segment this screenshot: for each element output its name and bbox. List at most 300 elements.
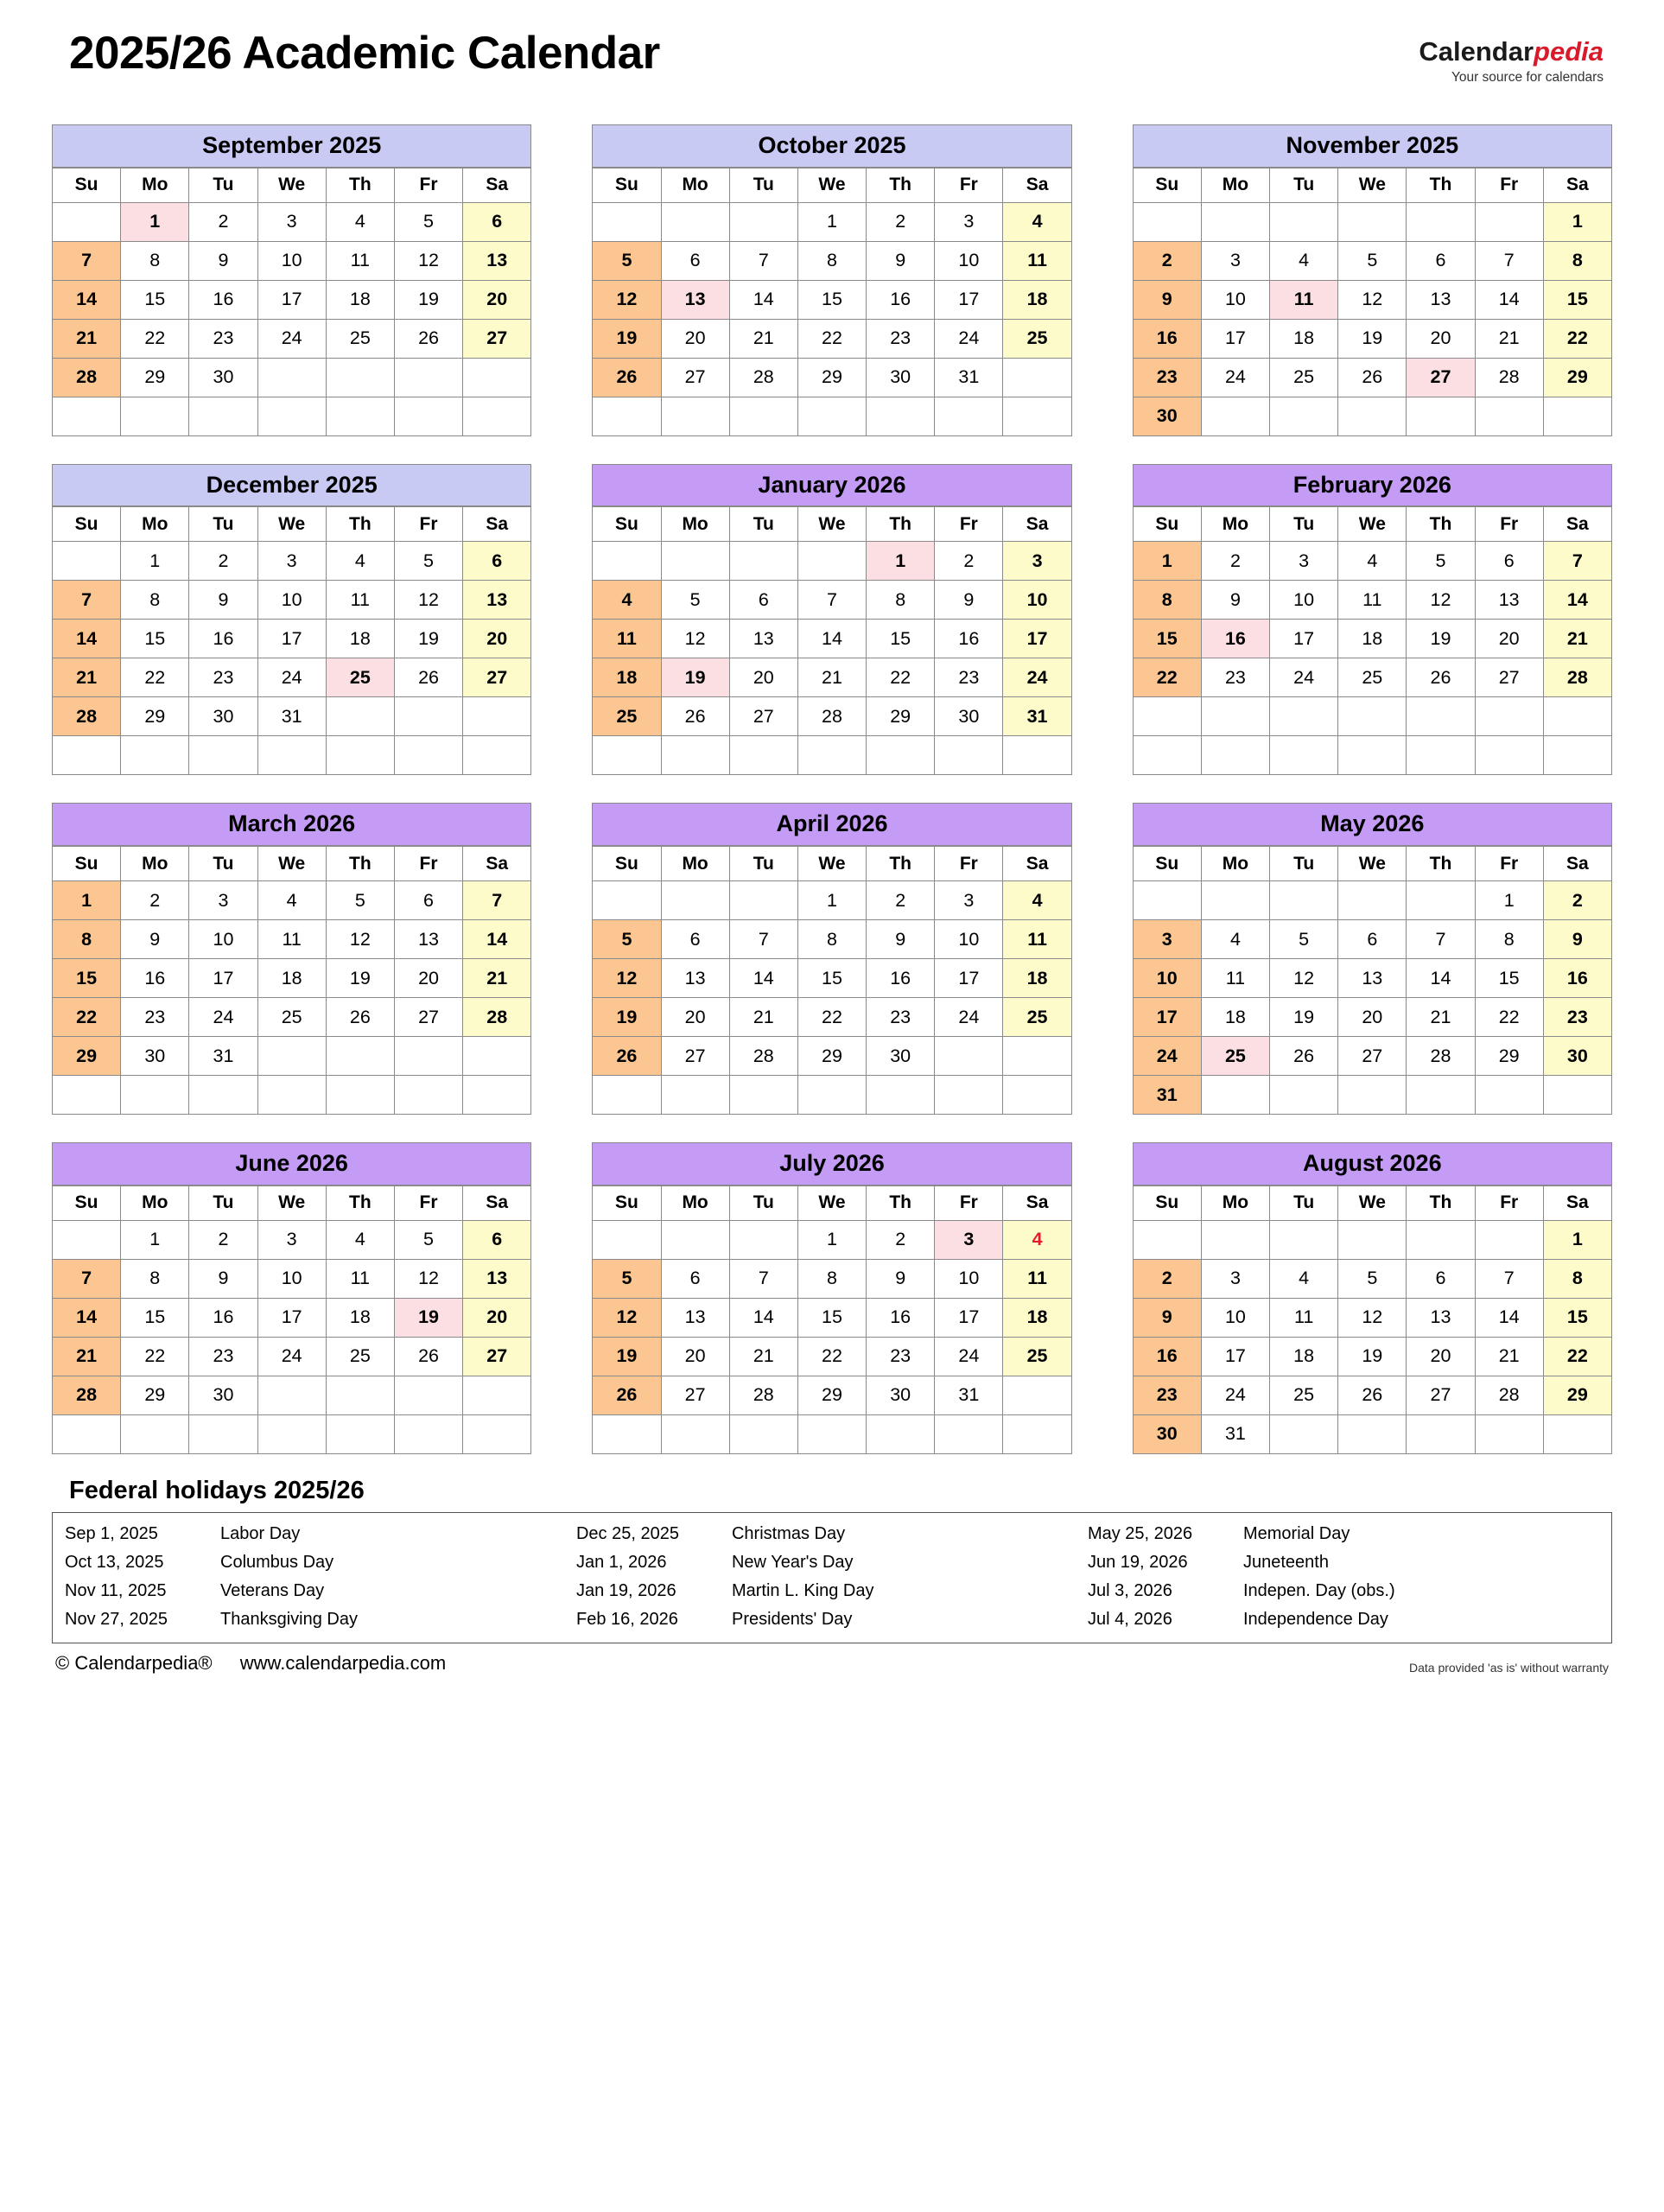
- day-cell[interactable]: 18: [326, 620, 394, 658]
- day-cell[interactable]: 24: [1003, 658, 1071, 697]
- day-cell[interactable]: 9: [189, 581, 257, 620]
- day-cell[interactable]: 4: [1003, 881, 1071, 920]
- day-cell[interactable]: 19: [394, 1298, 462, 1337]
- day-cell[interactable]: 4: [257, 881, 326, 920]
- day-cell[interactable]: 20: [1475, 620, 1543, 658]
- day-cell[interactable]: 1: [797, 202, 866, 241]
- day-cell[interactable]: 17: [935, 280, 1003, 319]
- day-cell[interactable]: 6: [1407, 241, 1475, 280]
- day-cell[interactable]: 19: [394, 280, 462, 319]
- day-cell[interactable]: 26: [326, 998, 394, 1037]
- day-cell[interactable]: 5: [1338, 1259, 1407, 1298]
- day-cell[interactable]: 18: [257, 959, 326, 998]
- day-cell[interactable]: 26: [661, 697, 729, 736]
- day-cell[interactable]: 18: [1003, 280, 1071, 319]
- day-cell[interactable]: 20: [1407, 319, 1475, 358]
- day-cell[interactable]: 30: [189, 358, 257, 397]
- day-cell[interactable]: 21: [797, 658, 866, 697]
- day-cell[interactable]: 1: [121, 542, 189, 581]
- day-cell[interactable]: 24: [935, 998, 1003, 1037]
- day-cell[interactable]: 30: [189, 1376, 257, 1414]
- day-cell[interactable]: 26: [593, 1376, 661, 1414]
- day-cell[interactable]: 19: [1338, 319, 1407, 358]
- day-cell[interactable]: 3: [257, 1220, 326, 1259]
- day-cell[interactable]: 2: [1133, 241, 1201, 280]
- day-cell[interactable]: 17: [1201, 1337, 1269, 1376]
- day-cell[interactable]: 22: [797, 1337, 866, 1376]
- day-cell[interactable]: 4: [593, 581, 661, 620]
- day-cell[interactable]: 2: [1543, 881, 1611, 920]
- day-cell[interactable]: 8: [797, 920, 866, 959]
- day-cell[interactable]: 30: [1133, 1414, 1201, 1453]
- day-cell[interactable]: 29: [1543, 358, 1611, 397]
- day-cell[interactable]: 16: [1201, 620, 1269, 658]
- day-cell[interactable]: 14: [53, 620, 121, 658]
- day-cell[interactable]: 30: [189, 697, 257, 736]
- day-cell[interactable]: 6: [729, 581, 797, 620]
- day-cell[interactable]: 3: [1201, 1259, 1269, 1298]
- day-cell[interactable]: 12: [593, 1298, 661, 1337]
- day-cell[interactable]: 10: [1133, 959, 1201, 998]
- day-cell[interactable]: 13: [1407, 280, 1475, 319]
- day-cell[interactable]: 3: [935, 202, 1003, 241]
- day-cell[interactable]: 22: [797, 319, 866, 358]
- day-cell[interactable]: 7: [1407, 920, 1475, 959]
- day-cell[interactable]: 4: [1270, 241, 1338, 280]
- day-cell[interactable]: 21: [729, 998, 797, 1037]
- day-cell[interactable]: 23: [867, 998, 935, 1037]
- day-cell[interactable]: 15: [53, 959, 121, 998]
- day-cell[interactable]: 18: [326, 280, 394, 319]
- day-cell[interactable]: 2: [121, 881, 189, 920]
- day-cell[interactable]: 20: [661, 998, 729, 1037]
- day-cell[interactable]: 10: [935, 241, 1003, 280]
- day-cell[interactable]: 27: [1338, 1037, 1407, 1076]
- day-cell[interactable]: 8: [867, 581, 935, 620]
- day-cell[interactable]: 23: [121, 998, 189, 1037]
- day-cell[interactable]: 15: [121, 620, 189, 658]
- day-cell[interactable]: 9: [189, 1259, 257, 1298]
- day-cell[interactable]: 6: [394, 881, 462, 920]
- day-cell[interactable]: 10: [189, 920, 257, 959]
- day-cell[interactable]: 16: [1543, 959, 1611, 998]
- day-cell[interactable]: 2: [189, 202, 257, 241]
- day-cell[interactable]: 31: [257, 697, 326, 736]
- day-cell[interactable]: 7: [729, 920, 797, 959]
- day-cell[interactable]: 11: [1270, 1298, 1338, 1337]
- day-cell[interactable]: 9: [867, 241, 935, 280]
- day-cell[interactable]: 2: [1201, 542, 1269, 581]
- day-cell[interactable]: 1: [1133, 542, 1201, 581]
- day-cell[interactable]: 25: [1338, 658, 1407, 697]
- day-cell[interactable]: 16: [1133, 319, 1201, 358]
- day-cell[interactable]: 28: [729, 358, 797, 397]
- day-cell[interactable]: 2: [189, 1220, 257, 1259]
- day-cell[interactable]: 1: [53, 881, 121, 920]
- day-cell[interactable]: 20: [661, 319, 729, 358]
- day-cell[interactable]: 11: [326, 581, 394, 620]
- day-cell[interactable]: 18: [326, 1298, 394, 1337]
- day-cell[interactable]: 21: [53, 1337, 121, 1376]
- day-cell[interactable]: 19: [394, 620, 462, 658]
- day-cell[interactable]: 4: [1338, 542, 1407, 581]
- day-cell[interactable]: 30: [867, 1037, 935, 1076]
- day-cell[interactable]: 31: [189, 1037, 257, 1076]
- day-cell[interactable]: 8: [1475, 920, 1543, 959]
- day-cell[interactable]: 12: [1338, 280, 1407, 319]
- day-cell[interactable]: 17: [257, 280, 326, 319]
- day-cell[interactable]: 22: [121, 1337, 189, 1376]
- day-cell[interactable]: 4: [326, 1220, 394, 1259]
- day-cell[interactable]: 29: [121, 1376, 189, 1414]
- day-cell[interactable]: 24: [1201, 1376, 1269, 1414]
- day-cell[interactable]: 16: [867, 1298, 935, 1337]
- day-cell[interactable]: 16: [121, 959, 189, 998]
- day-cell[interactable]: 17: [935, 959, 1003, 998]
- day-cell[interactable]: 1: [121, 1220, 189, 1259]
- day-cell[interactable]: 9: [1133, 280, 1201, 319]
- day-cell[interactable]: 24: [1270, 658, 1338, 697]
- day-cell[interactable]: 29: [797, 1037, 866, 1076]
- day-cell[interactable]: 22: [121, 319, 189, 358]
- day-cell[interactable]: 11: [1338, 581, 1407, 620]
- day-cell[interactable]: 25: [326, 1337, 394, 1376]
- day-cell[interactable]: 2: [867, 881, 935, 920]
- day-cell[interactable]: 4: [1201, 920, 1269, 959]
- day-cell[interactable]: 3: [1270, 542, 1338, 581]
- day-cell[interactable]: 1: [797, 881, 866, 920]
- day-cell[interactable]: 9: [867, 1259, 935, 1298]
- day-cell[interactable]: 12: [593, 280, 661, 319]
- day-cell[interactable]: 25: [1270, 358, 1338, 397]
- day-cell[interactable]: 17: [1003, 620, 1071, 658]
- day-cell[interactable]: 5: [593, 1259, 661, 1298]
- day-cell[interactable]: 6: [1407, 1259, 1475, 1298]
- day-cell[interactable]: 25: [326, 319, 394, 358]
- day-cell[interactable]: 10: [935, 1259, 1003, 1298]
- day-cell[interactable]: 18: [1003, 1298, 1071, 1337]
- day-cell[interactable]: 22: [797, 998, 866, 1037]
- day-cell[interactable]: 18: [1270, 1337, 1338, 1376]
- day-cell[interactable]: 13: [394, 920, 462, 959]
- day-cell[interactable]: 8: [1133, 581, 1201, 620]
- day-cell[interactable]: 19: [593, 998, 661, 1037]
- day-cell[interactable]: 1: [1543, 202, 1611, 241]
- day-cell[interactable]: 13: [1407, 1298, 1475, 1337]
- day-cell[interactable]: 22: [867, 658, 935, 697]
- day-cell[interactable]: 1: [797, 1220, 866, 1259]
- day-cell[interactable]: 23: [1543, 998, 1611, 1037]
- day-cell[interactable]: 28: [1543, 658, 1611, 697]
- day-cell[interactable]: 11: [326, 241, 394, 280]
- day-cell[interactable]: 17: [257, 1298, 326, 1337]
- day-cell[interactable]: 8: [121, 581, 189, 620]
- day-cell[interactable]: 29: [797, 358, 866, 397]
- day-cell[interactable]: 21: [729, 319, 797, 358]
- day-cell[interactable]: 22: [1543, 319, 1611, 358]
- day-cell[interactable]: 27: [1407, 358, 1475, 397]
- day-cell[interactable]: 9: [1133, 1298, 1201, 1337]
- day-cell[interactable]: 13: [661, 1298, 729, 1337]
- day-cell[interactable]: 14: [53, 1298, 121, 1337]
- day-cell[interactable]: 5: [1407, 542, 1475, 581]
- day-cell[interactable]: 16: [189, 1298, 257, 1337]
- day-cell[interactable]: 5: [394, 1220, 462, 1259]
- day-cell[interactable]: 17: [257, 620, 326, 658]
- day-cell[interactable]: 19: [326, 959, 394, 998]
- day-cell[interactable]: 28: [729, 1037, 797, 1076]
- day-cell[interactable]: 30: [121, 1037, 189, 1076]
- day-cell[interactable]: 27: [661, 1376, 729, 1414]
- day-cell[interactable]: 22: [121, 658, 189, 697]
- day-cell[interactable]: 29: [53, 1037, 121, 1076]
- day-cell[interactable]: 12: [1338, 1298, 1407, 1337]
- day-cell[interactable]: 7: [797, 581, 866, 620]
- day-cell[interactable]: 31: [1003, 697, 1071, 736]
- day-cell[interactable]: 26: [1270, 1037, 1338, 1076]
- day-cell[interactable]: 15: [1133, 620, 1201, 658]
- day-cell[interactable]: 23: [189, 1337, 257, 1376]
- day-cell[interactable]: 23: [935, 658, 1003, 697]
- day-cell[interactable]: 20: [463, 620, 531, 658]
- day-cell[interactable]: 12: [593, 959, 661, 998]
- day-cell[interactable]: 28: [53, 1376, 121, 1414]
- day-cell[interactable]: 24: [257, 1337, 326, 1376]
- day-cell[interactable]: 28: [729, 1376, 797, 1414]
- day-cell[interactable]: 17: [189, 959, 257, 998]
- day-cell[interactable]: 11: [1201, 959, 1269, 998]
- day-cell[interactable]: 9: [935, 581, 1003, 620]
- day-cell[interactable]: 3: [257, 542, 326, 581]
- day-cell[interactable]: 21: [1475, 1337, 1543, 1376]
- day-cell[interactable]: 14: [729, 1298, 797, 1337]
- day-cell[interactable]: 18: [1270, 319, 1338, 358]
- day-cell[interactable]: 28: [53, 697, 121, 736]
- day-cell[interactable]: 25: [257, 998, 326, 1037]
- day-cell[interactable]: 5: [1338, 241, 1407, 280]
- day-cell[interactable]: 13: [661, 280, 729, 319]
- day-cell[interactable]: 15: [121, 280, 189, 319]
- day-cell[interactable]: 12: [661, 620, 729, 658]
- day-cell[interactable]: 3: [189, 881, 257, 920]
- day-cell[interactable]: 27: [394, 998, 462, 1037]
- day-cell[interactable]: 10: [257, 581, 326, 620]
- day-cell[interactable]: 5: [593, 920, 661, 959]
- day-cell[interactable]: 6: [661, 920, 729, 959]
- day-cell[interactable]: 22: [1475, 998, 1543, 1037]
- day-cell[interactable]: 21: [1407, 998, 1475, 1037]
- day-cell[interactable]: 30: [1543, 1037, 1611, 1076]
- day-cell[interactable]: 24: [257, 658, 326, 697]
- day-cell[interactable]: 23: [1133, 1376, 1201, 1414]
- day-cell[interactable]: 2: [935, 542, 1003, 581]
- day-cell[interactable]: 11: [1270, 280, 1338, 319]
- day-cell[interactable]: 2: [189, 542, 257, 581]
- day-cell[interactable]: 24: [1133, 1037, 1201, 1076]
- day-cell[interactable]: 1: [1543, 1220, 1611, 1259]
- day-cell[interactable]: 27: [729, 697, 797, 736]
- day-cell[interactable]: 6: [661, 1259, 729, 1298]
- day-cell[interactable]: 5: [661, 581, 729, 620]
- day-cell[interactable]: 21: [53, 319, 121, 358]
- day-cell[interactable]: 14: [729, 959, 797, 998]
- day-cell[interactable]: 30: [867, 358, 935, 397]
- day-cell[interactable]: 20: [661, 1337, 729, 1376]
- day-cell[interactable]: 25: [1201, 1037, 1269, 1076]
- day-cell[interactable]: 16: [189, 620, 257, 658]
- day-cell[interactable]: 21: [1475, 319, 1543, 358]
- day-cell[interactable]: 12: [1407, 581, 1475, 620]
- day-cell[interactable]: 26: [1407, 658, 1475, 697]
- day-cell[interactable]: 28: [1475, 358, 1543, 397]
- day-cell[interactable]: 9: [867, 920, 935, 959]
- day-cell[interactable]: 16: [867, 280, 935, 319]
- day-cell[interactable]: 29: [121, 697, 189, 736]
- day-cell[interactable]: 26: [394, 658, 462, 697]
- day-cell[interactable]: 21: [1543, 620, 1611, 658]
- day-cell[interactable]: 10: [1270, 581, 1338, 620]
- day-cell[interactable]: 15: [121, 1298, 189, 1337]
- day-cell[interactable]: 7: [729, 1259, 797, 1298]
- day-cell[interactable]: 18: [1338, 620, 1407, 658]
- day-cell[interactable]: 17: [1270, 620, 1338, 658]
- day-cell[interactable]: 16: [935, 620, 1003, 658]
- day-cell[interactable]: 6: [661, 241, 729, 280]
- day-cell[interactable]: 1: [867, 542, 935, 581]
- day-cell[interactable]: 28: [1407, 1037, 1475, 1076]
- day-cell[interactable]: 5: [394, 202, 462, 241]
- day-cell[interactable]: 7: [463, 881, 531, 920]
- day-cell[interactable]: 27: [463, 658, 531, 697]
- day-cell[interactable]: 1: [1475, 881, 1543, 920]
- day-cell[interactable]: 12: [326, 920, 394, 959]
- day-cell[interactable]: 20: [394, 959, 462, 998]
- day-cell[interactable]: 11: [1003, 1259, 1071, 1298]
- day-cell[interactable]: 3: [935, 881, 1003, 920]
- day-cell[interactable]: 4: [326, 542, 394, 581]
- day-cell[interactable]: 8: [1543, 1259, 1611, 1298]
- day-cell[interactable]: 7: [1543, 542, 1611, 581]
- day-cell[interactable]: 29: [121, 358, 189, 397]
- day-cell[interactable]: 9: [121, 920, 189, 959]
- day-cell[interactable]: 11: [326, 1259, 394, 1298]
- day-cell[interactable]: 3: [935, 1220, 1003, 1259]
- day-cell[interactable]: 29: [797, 1376, 866, 1414]
- day-cell[interactable]: 11: [1003, 920, 1071, 959]
- day-cell[interactable]: 7: [729, 241, 797, 280]
- day-cell[interactable]: 24: [935, 1337, 1003, 1376]
- day-cell[interactable]: 10: [257, 1259, 326, 1298]
- day-cell[interactable]: 18: [593, 658, 661, 697]
- day-cell[interactable]: 29: [1475, 1037, 1543, 1076]
- day-cell[interactable]: 15: [867, 620, 935, 658]
- day-cell[interactable]: 6: [463, 202, 531, 241]
- day-cell[interactable]: 10: [1201, 1298, 1269, 1337]
- day-cell[interactable]: 20: [463, 280, 531, 319]
- day-cell[interactable]: 12: [394, 1259, 462, 1298]
- day-cell[interactable]: 7: [53, 581, 121, 620]
- day-cell[interactable]: 12: [1270, 959, 1338, 998]
- footer-url[interactable]: www.calendarpedia.com: [239, 1651, 447, 1674]
- day-cell[interactable]: 12: [394, 241, 462, 280]
- day-cell[interactable]: 2: [867, 1220, 935, 1259]
- day-cell[interactable]: 8: [121, 241, 189, 280]
- day-cell[interactable]: 31: [935, 358, 1003, 397]
- day-cell[interactable]: 7: [1475, 241, 1543, 280]
- day-cell[interactable]: 19: [1270, 998, 1338, 1037]
- day-cell[interactable]: 26: [1338, 1376, 1407, 1414]
- day-cell[interactable]: 20: [729, 658, 797, 697]
- day-cell[interactable]: 16: [1133, 1337, 1201, 1376]
- day-cell[interactable]: 23: [1201, 658, 1269, 697]
- day-cell[interactable]: 3: [1201, 241, 1269, 280]
- day-cell[interactable]: 31: [1201, 1414, 1269, 1453]
- day-cell[interactable]: 12: [394, 581, 462, 620]
- day-cell[interactable]: 22: [1543, 1337, 1611, 1376]
- day-cell[interactable]: 14: [1543, 581, 1611, 620]
- day-cell[interactable]: 3: [257, 202, 326, 241]
- day-cell[interactable]: 13: [729, 620, 797, 658]
- day-cell[interactable]: 30: [935, 697, 1003, 736]
- day-cell[interactable]: 2: [867, 202, 935, 241]
- day-cell[interactable]: 19: [593, 319, 661, 358]
- day-cell[interactable]: 22: [1133, 658, 1201, 697]
- day-cell[interactable]: 13: [1338, 959, 1407, 998]
- day-cell[interactable]: 13: [463, 581, 531, 620]
- day-cell[interactable]: 9: [1543, 920, 1611, 959]
- day-cell[interactable]: 25: [326, 658, 394, 697]
- day-cell[interactable]: 14: [1475, 280, 1543, 319]
- day-cell[interactable]: 28: [1475, 1376, 1543, 1414]
- day-cell[interactable]: 17: [935, 1298, 1003, 1337]
- day-cell[interactable]: 4: [1003, 1220, 1071, 1259]
- day-cell[interactable]: 4: [326, 202, 394, 241]
- day-cell[interactable]: 23: [189, 658, 257, 697]
- day-cell[interactable]: 20: [1338, 998, 1407, 1037]
- day-cell[interactable]: 7: [53, 1259, 121, 1298]
- day-cell[interactable]: 7: [53, 241, 121, 280]
- day-cell[interactable]: 8: [121, 1259, 189, 1298]
- day-cell[interactable]: 7: [1475, 1259, 1543, 1298]
- day-cell[interactable]: 15: [797, 280, 866, 319]
- day-cell[interactable]: 3: [1133, 920, 1201, 959]
- day-cell[interactable]: 15: [1543, 1298, 1611, 1337]
- day-cell[interactable]: 31: [1133, 1076, 1201, 1115]
- day-cell[interactable]: 11: [593, 620, 661, 658]
- day-cell[interactable]: 27: [1475, 658, 1543, 697]
- day-cell[interactable]: 28: [797, 697, 866, 736]
- day-cell[interactable]: 2: [1133, 1259, 1201, 1298]
- day-cell[interactable]: 30: [1133, 397, 1201, 435]
- day-cell[interactable]: 21: [729, 1337, 797, 1376]
- day-cell[interactable]: 26: [593, 1037, 661, 1076]
- day-cell[interactable]: 6: [1338, 920, 1407, 959]
- day-cell[interactable]: 24: [189, 998, 257, 1037]
- day-cell[interactable]: 26: [394, 1337, 462, 1376]
- day-cell[interactable]: 11: [1003, 241, 1071, 280]
- day-cell[interactable]: 15: [797, 959, 866, 998]
- day-cell[interactable]: 19: [1407, 620, 1475, 658]
- day-cell[interactable]: 1: [121, 202, 189, 241]
- day-cell[interactable]: 13: [463, 241, 531, 280]
- day-cell[interactable]: 4: [1003, 202, 1071, 241]
- day-cell[interactable]: 26: [394, 319, 462, 358]
- day-cell[interactable]: 22: [53, 998, 121, 1037]
- day-cell[interactable]: 19: [1338, 1337, 1407, 1376]
- day-cell[interactable]: 4: [1270, 1259, 1338, 1298]
- day-cell[interactable]: 25: [593, 697, 661, 736]
- day-cell[interactable]: 31: [935, 1376, 1003, 1414]
